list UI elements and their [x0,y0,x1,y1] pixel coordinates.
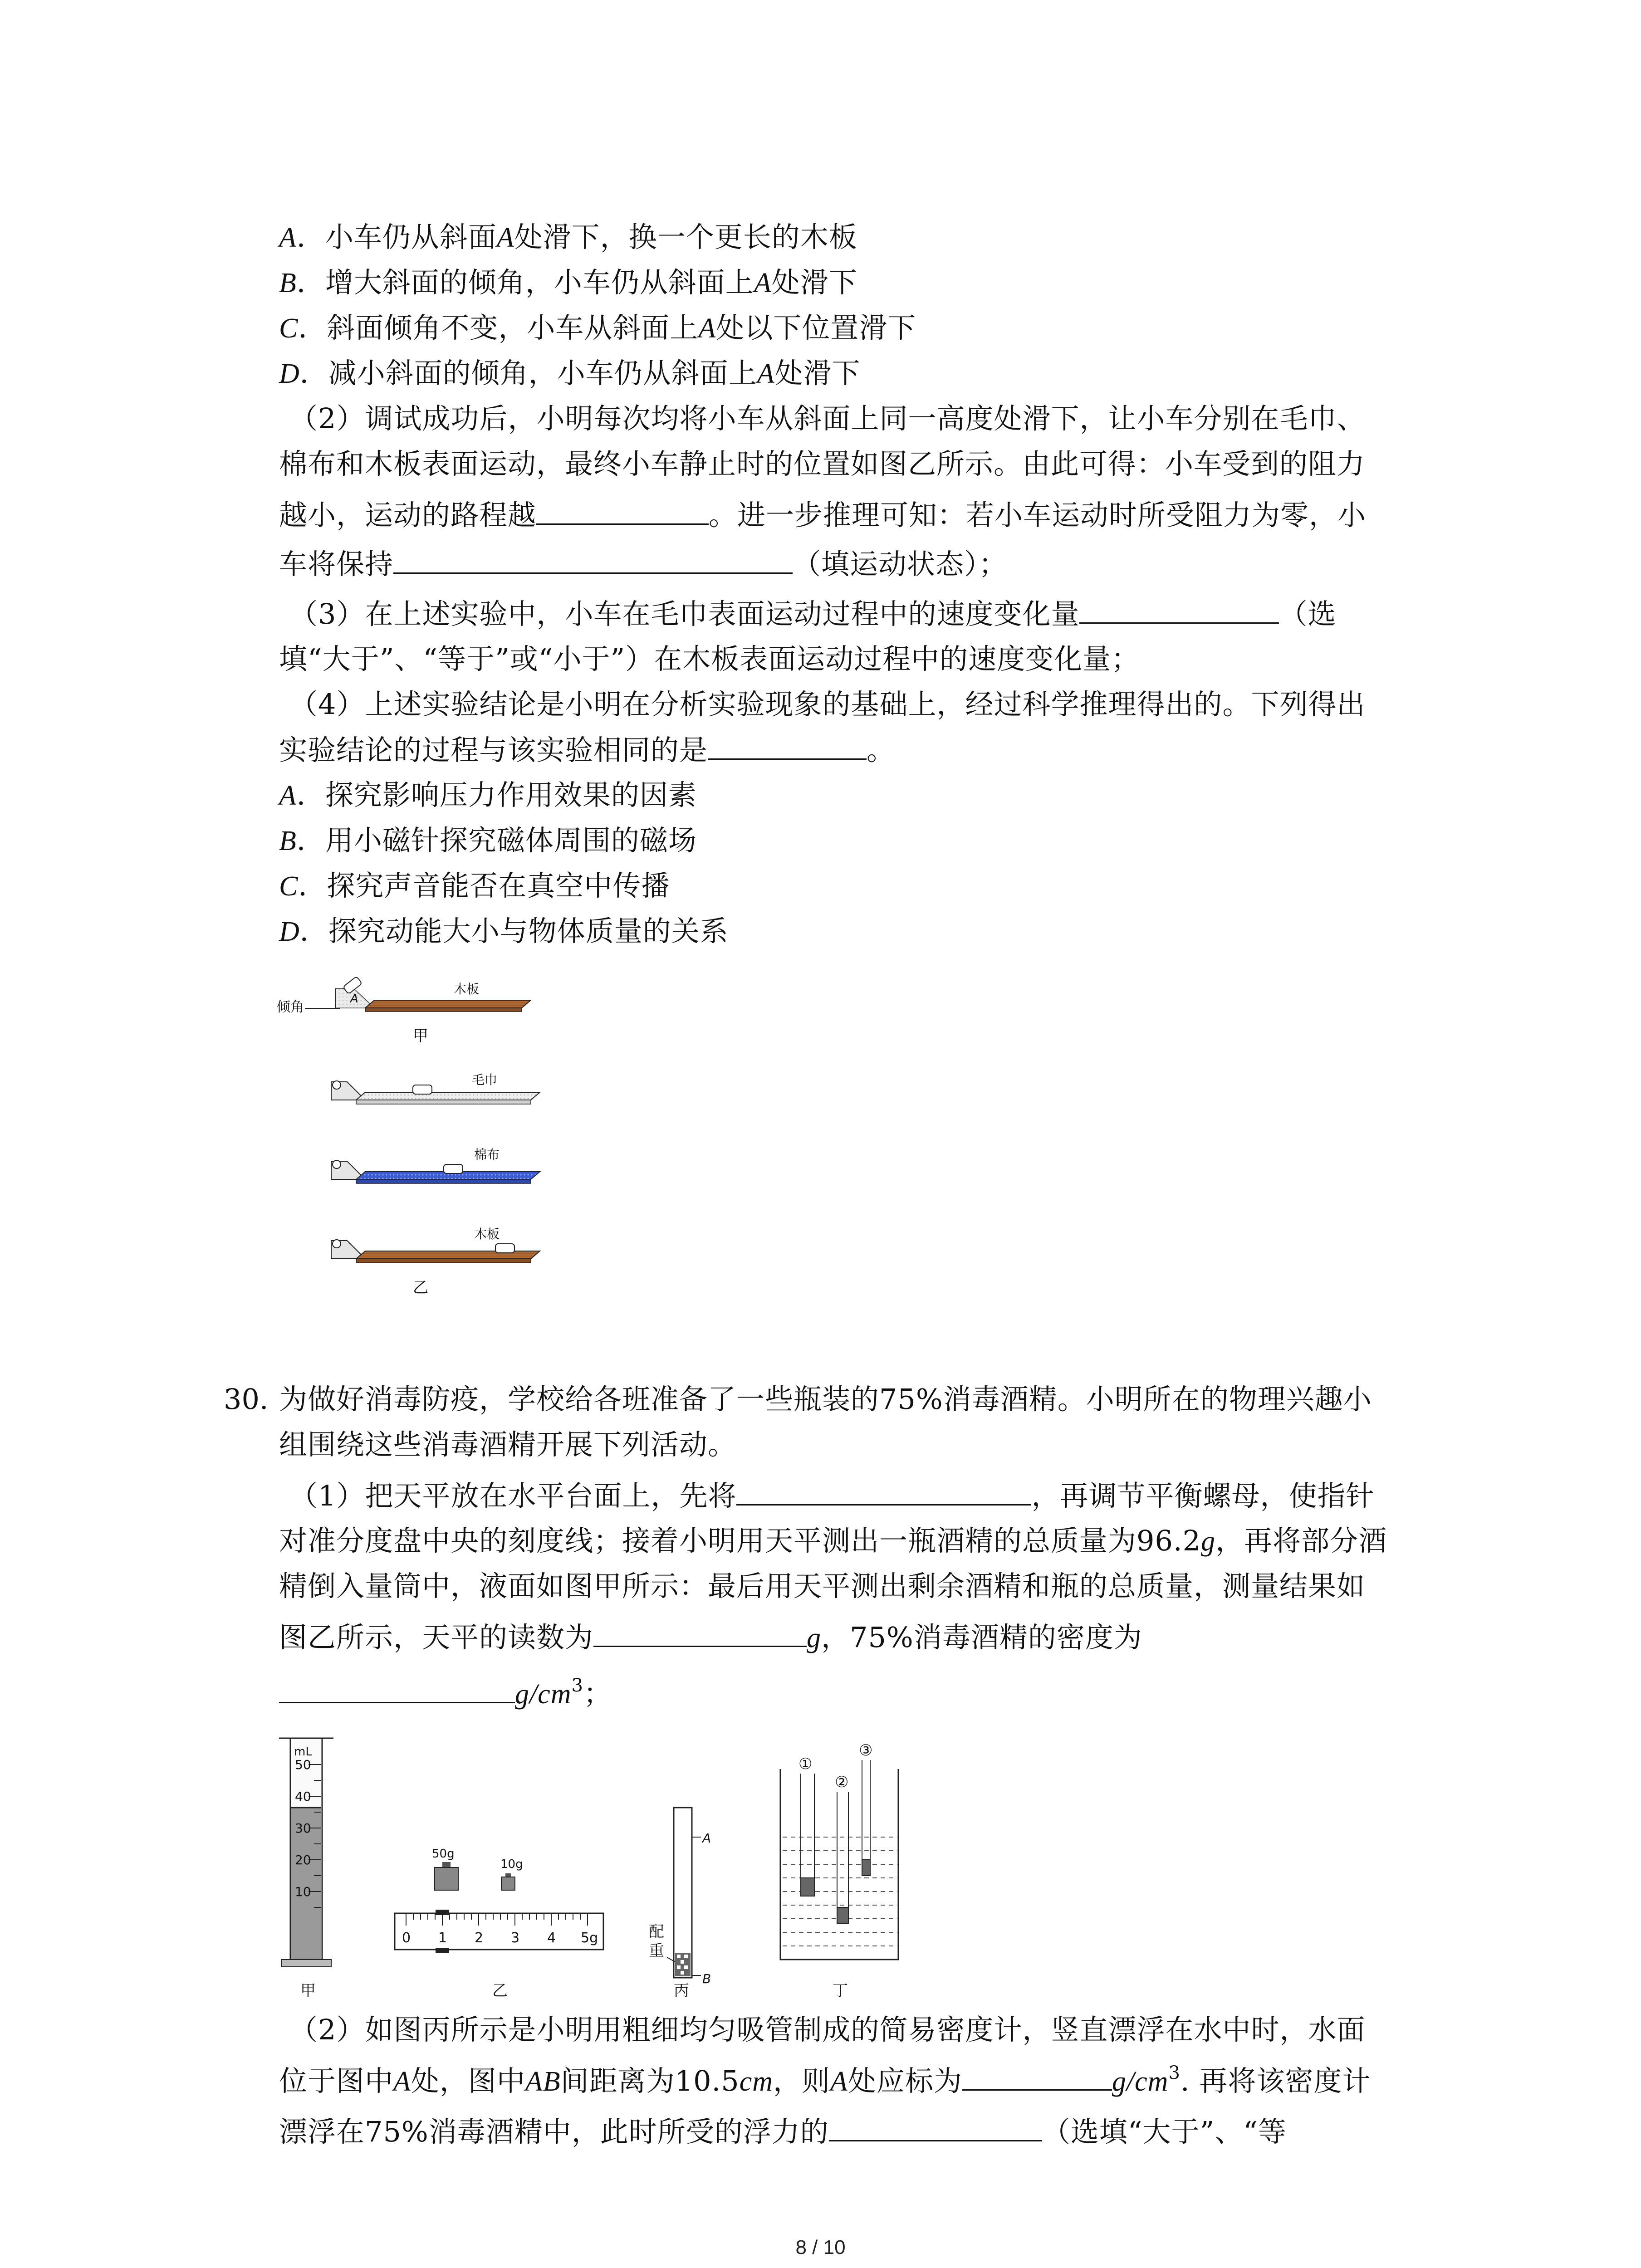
fig-towel-track [331,1081,540,1104]
fig-point-a: A [350,992,358,1006]
fig-label-yi: 乙 [413,1279,428,1297]
q30-blank-zero-step[interactable] [736,1480,1031,1505]
fig-tick-20: 20 [295,1853,311,1867]
fig-scale-3: 3 [511,1930,520,1946]
q30-blank-density[interactable] [279,1677,515,1703]
q30-figure [272,1724,935,2005]
fig-density-meter [674,1808,701,1978]
q29-option-c: C．斜面倾角不变，小车从斜面上A处以下位置滑下 [279,311,916,344]
fig-label-pei: 配 [649,1923,664,1941]
q30-part1-line3: 精倒入量筒中，液面如图甲所示：最后用天平测出剩余酒精和瓶的总质量，测量结果如 [279,1569,1366,1603]
fig-point-a-2: A [702,1831,711,1846]
q29-option-a: A．小车仍从斜面A处滑下，换一个更长的木板 [279,220,857,254]
q29-choice-d: D．探究动能大小与物体质量的关系 [279,914,729,948]
q30-part2-line3: 漂浮在75%消毒酒精中，此时所受的浮力的 （选填“大于”、“等 [279,2115,1287,2148]
q29-part3-line2: 填“大于”、“等于”或“小于”）在木板表面运动过程中的速度变化量； [279,642,1140,675]
fig-label-jia: 甲 [413,1027,428,1045]
q29-blank-motion-state[interactable] [393,548,793,574]
q29-choice-b: B．用小磁针探究磁体周围的磁场 [279,824,697,857]
fig-scale-0: 0 [402,1930,411,1946]
fig-board-track [331,1240,540,1263]
q29-part2-line1: （2）调试成功后，小明每次均将小车从斜面上同一高度处滑下，让小车分别在毛巾、 [289,402,1366,435]
fig-incline-label: 倾角 [277,999,304,1015]
q30-part2-line1: （2）如图丙所示是小明用粗细均匀吸管制成的简易密度计，竖直漂浮在水中时，水面 [289,2013,1366,2046]
q30-part1-line1: （1）把天平放在水平台面上，先将 ，再调节平衡螺母，使指针 [289,1479,1375,1512]
q30-blank-buoyancy[interactable] [829,2116,1042,2141]
fig-weight-10g: 10g [500,1857,523,1871]
fig-label-ding: 丁 [833,1982,848,2000]
fig-scale-2: 2 [475,1930,484,1946]
q29-part2-line4: 车将保持 （填运动状态）； [279,547,1008,581]
fig-jia-incline [336,976,531,1012]
fig-towel-label: 毛巾 [472,1072,498,1087]
q29-blank-speed-change[interactable] [1079,598,1279,624]
page-number: 8 / 10 [795,2236,846,2258]
fig-circle-3: ③ [859,1741,873,1760]
fig-cotton-label: 棉布 [474,1147,500,1162]
q30-part1-line2: 对准分度盘中央的刻度线；接着小明用天平测出一瓶酒精的总质量为96.2g，再将部分酒 [279,1524,1387,1557]
fig-label-yi-2: 乙 [492,1982,508,2000]
q29-blank-same-method[interactable] [708,734,867,760]
fig-circle-1: ① [798,1755,813,1773]
q30-part1-line4: 图乙所示，天平的读数为 g，75%消毒酒精的密度为 [279,1621,1142,1654]
fig-scale-1: 1 [438,1930,447,1946]
q29-figure [272,966,554,1315]
fig-tick-30: 30 [295,1821,311,1836]
fig-label-zhong: 重 [649,1942,664,1960]
q30-line1: 为做好消毒防疫，学校给各班准备了一些瓶装的75%消毒酒精。小明所在的物理兴趣小 [279,1383,1372,1416]
q30-part2-line2: 位于图中A处，图中AB间距离为10.5cm，则A处应标为 $g/cm^3$. 再将该密度计 [279,2063,1371,2097]
q29-choice-a: A．探究影响压力作用效果的因素 [279,778,697,811]
q30-number: 30. [224,1383,269,1416]
q29-part2-line2: 棉布和木板表面运动，最终小车静止时的位置如图乙所示。由此可得：小车受到的阻力 [279,447,1366,480]
q30-blank-mark-a[interactable] [962,2065,1112,2091]
fig-board-label-1: 木板 [454,982,480,997]
q29-option-b: B．增大斜面的倾角，小车仍从斜面上A处滑下 [279,266,857,299]
q29-choice-c: C．探究声音能否在真空中传播 [279,869,670,902]
fig-label-jia-2: 甲 [300,1982,316,2000]
q30-part1-line5: $g/cm^3$； [279,1677,612,1710]
fig-circle-2: ② [835,1773,849,1791]
q30-blank-balance-reading[interactable] [593,1621,807,1647]
fig-scale-4: 4 [547,1930,556,1946]
q29-part4-line2: 实验结论的过程与该实验相同的是 。 [279,733,896,767]
fig-label-bing: 丙 [674,1982,689,2000]
q29-option-d: D．减小斜面的倾角，小车仍从斜面上A处滑下 [279,357,861,390]
q29-part2-line3: 越小，运动的路程越 。进一步推理可知：若小车运动时所受阻力为零，小 [279,499,1367,532]
fig-tick-50: 50 [295,1757,311,1772]
fig-tick-40: 40 [295,1789,311,1804]
q29-blank-distance[interactable] [536,499,709,525]
fig-ml-label: mL [294,1745,312,1759]
q29-part3-line1: （3）在上述实验中，小车在毛巾表面运动过程中的速度变化量 （选 [289,597,1337,631]
fig-scale-5g: 5g [581,1930,598,1946]
fig-balance-scale [395,1910,603,1953]
fig-weight-50g: 50g [432,1847,455,1861]
fig-point-b: B [702,1971,711,1986]
q30-line2: 组围绕这些消毒酒精开展下列活动。 [279,1428,737,1461]
fig-board-label-2: 木板 [474,1227,500,1242]
fig-tick-10: 10 [295,1884,311,1899]
q29-part4-line1: （4）上述实验结论是小明在分析实验现象的基础上，经过科学推理得出的。下列得出 [289,688,1366,721]
fig-cotton-track [331,1160,540,1183]
